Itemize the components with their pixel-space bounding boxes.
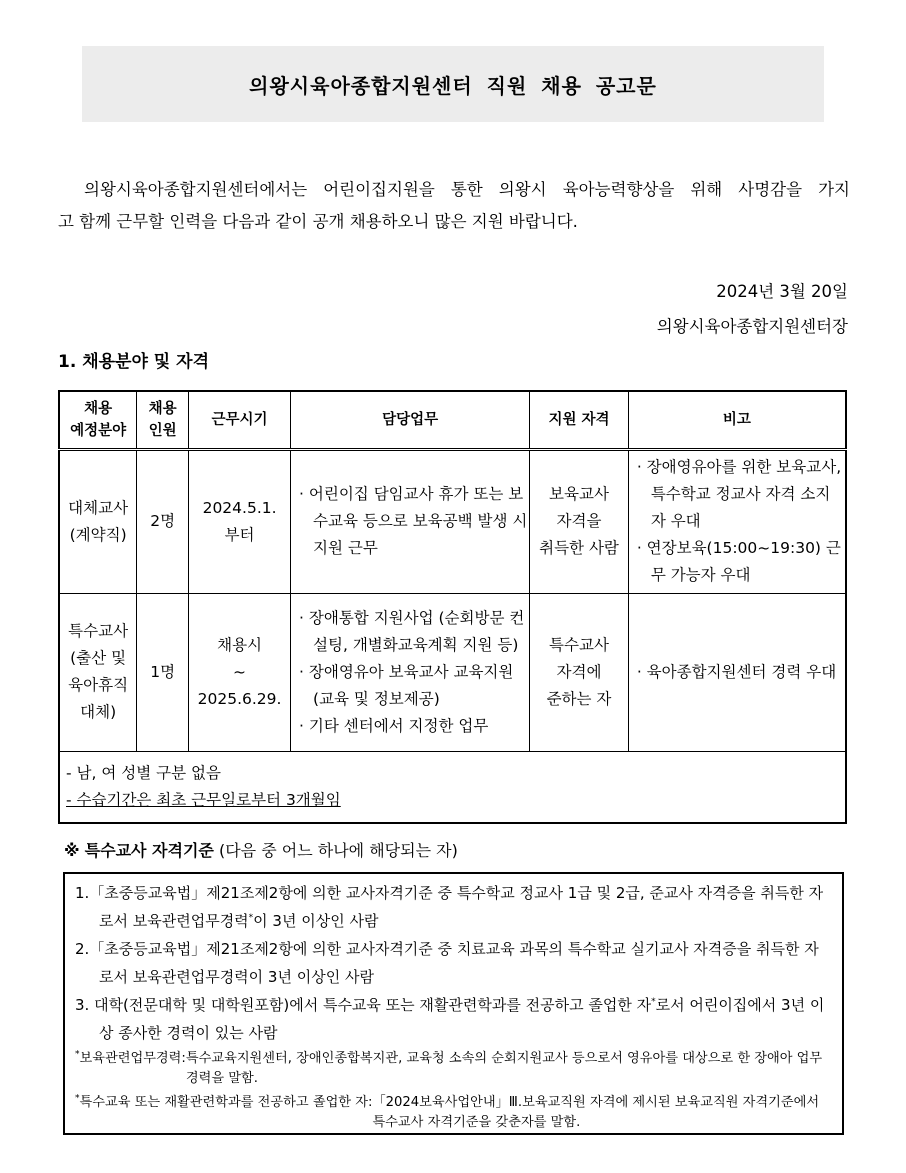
header-period: 근무시기 [189, 391, 291, 449]
criteria-item: 1.「초중등교육법」제21조제2항에 의한 교사자격기준 중 특수학교 정교사 1급 및 2급, 준교사 자격증을 취득한 자로서 보육관련업무경력*이 3년 이상인 사람 [75, 884, 824, 930]
table-row [59, 449, 846, 593]
table-notes-row [59, 751, 846, 823]
recruitment-table [58, 390, 847, 824]
intro-paragraph [58, 174, 850, 238]
header-remark: 비고 [628, 391, 846, 449]
reference-mark: ※ [64, 841, 80, 860]
criteria-title: 특수교사 자격기준 [84, 841, 214, 860]
row2-qualification: 특수교사 자격에 준하는 자 [530, 593, 629, 751]
intro-line-2: 고 함께 근무할 인력을 다음과 같이 공개 채용하오니 많은 지원 바랍니다. [58, 212, 578, 231]
header-count: 채용 인원 [137, 391, 189, 449]
footnote: *특수교육 또는 재활관련학과를 전공하고 졸업한 자: 「2024보육사업안내」Ⅲ.보육교직원 자격에 제시된 보육교직원 자격기준에서 특수교사 자격기준을 갖춘자를 말함. [75, 1093, 820, 1130]
row1-remark: · 장애영유아를 위한 보육교사, 특수학교 정교사 자격 소지자 우대 · 연장보육(15:00~19:30) 근무 가능자 우대 [628, 449, 846, 593]
row1-qualification: 보육교사 자격을 취득한 사람 [530, 449, 629, 593]
table-row [59, 593, 846, 751]
criteria-item: 3. 대학(전문대학 및 대학원포함)에서 특수교육 또는 재활관련학과를 전공하고 졸업한 자*로서 어린이집에서 3년 이상 종사한 경력이 있는 사람 [75, 996, 825, 1042]
row1-duty: · 어린이집 담임교사 휴가 또는 보수교육 등으로 보육공백 발생 시 지원 근무 [291, 449, 530, 593]
announcement-date: 2024년 3월 20일 [716, 282, 848, 301]
criteria-box [63, 872, 844, 1135]
row2-remark: · 육아종합지원센터 경력 우대 [628, 593, 846, 751]
criteria-item: 2.「초중등교육법」제21조제2항에 의한 교사자격기준 중 치료교육 과목의 특수학교 실기교사 자격증을 취득한 자로서 보육관련업무경력이 3년 이상인 사람 [75, 940, 819, 986]
intro-line-1: 의왕시육아종합지원센터에서는 어린이집지원을 통한 의왕시 육아능력향상을 위해 사명감을 가지 [84, 180, 850, 199]
table-header-row [59, 391, 846, 449]
note-gender: - 남, 여 성별 구분 없음 [66, 763, 221, 782]
header-qualification: 지원 자격 [530, 391, 629, 449]
issuer: 의왕시육아종합지원센터장 [656, 317, 848, 336]
row2-duty: · 장애통합 지원사업 (순회방문 컨설팅, 개별화교육계획 지원 등) · 장애영유아 보육교사 교육지원 (교육 및 정보제공) · 기타 센터에서 지정한 업무 [291, 593, 530, 751]
table-notes [59, 751, 846, 823]
note-probation: - 수습기간은 최초 근무일로부터 3개월임 [66, 790, 341, 809]
footnote: *보육관련업무경력: 특수교육지원센터, 장애인종합복지관, 교육청 소속의 순회지원교사 등으로서 영유아를 대상으로 한 장애아 업무경력을 말함. [75, 1049, 823, 1086]
criteria-subtitle: (다음 중 어느 하나에 해당되는 자) [218, 841, 458, 860]
row2-period: 채용시 ~ 2025.6.29. [189, 593, 291, 751]
row1-field: 대체교사 (계약직) [59, 449, 137, 593]
header-field: 채용 예정분야 [59, 391, 137, 449]
section-1-heading: 1. 채용분야 및 자격 [58, 352, 209, 372]
page-title: 의왕시육아종합지원센터 직원 채용 공고문 [249, 73, 657, 98]
row2-count: 1명 [137, 593, 189, 751]
row2-field: 특수교사 (출산 및 육아휴직 대체) [59, 593, 137, 751]
section-2-heading [64, 838, 458, 861]
header-duty: 담당업무 [291, 391, 530, 449]
title-banner [82, 46, 824, 122]
row1-period: 2024.5.1. 부터 [189, 449, 291, 593]
row1-count: 2명 [137, 449, 189, 593]
